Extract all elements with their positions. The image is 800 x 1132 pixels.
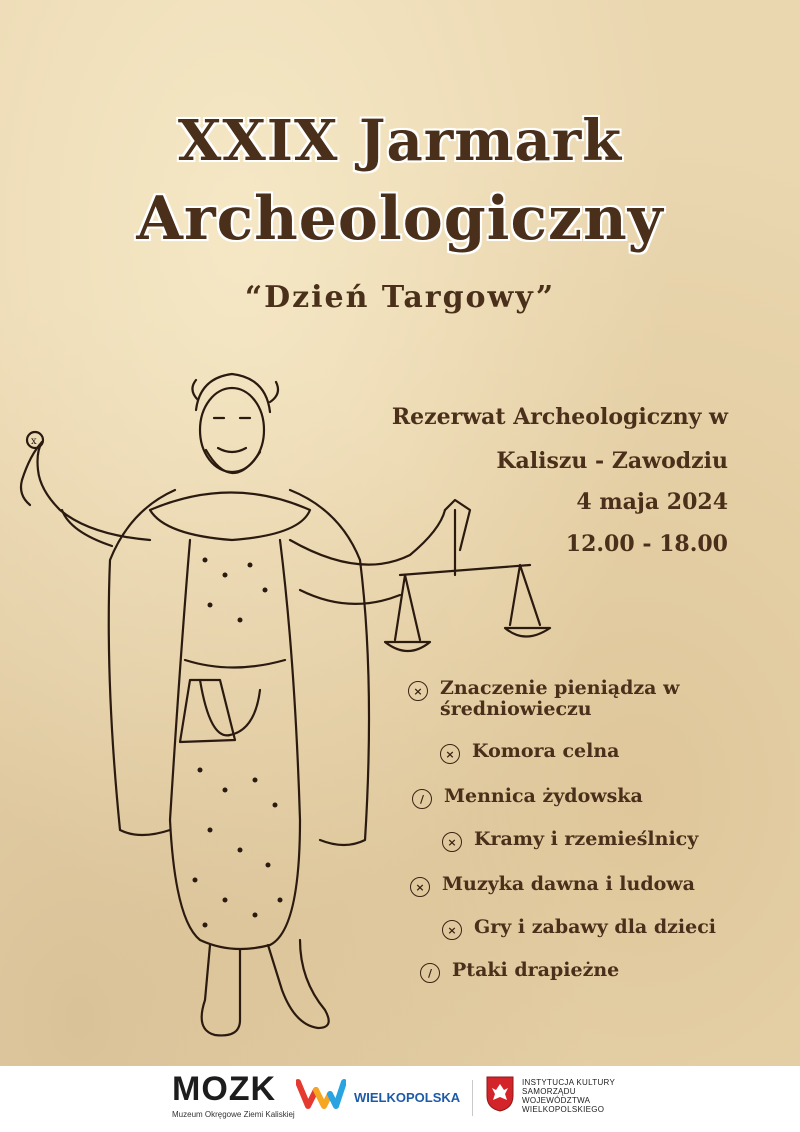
title-line-1: XXIX Jarmark <box>177 108 623 174</box>
event-hours: 12.00 - 18.00 <box>565 531 728 557</box>
subtitle: “Dzień Targowy” <box>244 280 556 315</box>
location-line-2: Kaliszu - Zawodziu <box>496 448 728 474</box>
institution-line-3: WOJEWÓDZTWA <box>522 1096 591 1105</box>
activity-item <box>442 829 698 852</box>
activity-item <box>442 917 716 940</box>
activity-item <box>440 741 619 764</box>
footer-divider <box>472 1080 473 1116</box>
institution-caption <box>522 1078 615 1114</box>
activity-label: Ptaki drapieżne <box>452 959 620 981</box>
footer <box>0 1066 800 1132</box>
coin-icon: × <box>410 877 430 897</box>
institution-line-2: SAMORZĄDU <box>522 1087 576 1096</box>
coin-icon: × <box>442 920 462 940</box>
coin-icon: × <box>442 832 462 852</box>
activity-label-part-1: Znaczenie pieniądza w <box>440 677 680 699</box>
institution-line-1: INSTYTUCJA KULTURY <box>522 1078 616 1087</box>
region-name: WIELKOPOLSKA <box>354 1090 461 1105</box>
title-line-2: Archeologiczny <box>136 184 664 254</box>
coin-icon: × <box>408 681 428 701</box>
coin-icon: / <box>412 789 432 809</box>
mozk-caption: Muzeum Okręgowe Ziemi Kaliskiej <box>172 1110 295 1119</box>
svg-text:x: x <box>31 436 37 447</box>
activity-item <box>420 960 619 983</box>
activity-label: Gry i zabawy dla dzieci <box>474 916 717 938</box>
coin-icon: × <box>440 744 460 764</box>
activity-item <box>410 874 695 897</box>
institution-line-4: WIELKOPOLSKIEGO <box>522 1105 605 1114</box>
activity-label: Komora celna <box>472 740 620 762</box>
activity-label-part-2: średniowieczu <box>440 697 592 720</box>
event-date: 4 maja 2024 <box>576 489 728 515</box>
coin-icon: / <box>420 963 440 983</box>
activity-item <box>412 786 643 809</box>
activity-item <box>408 678 679 720</box>
eagle-shield-icon <box>486 1076 514 1112</box>
activity-label: Muzyka dawna i ludowa <box>442 873 695 895</box>
activity-label: Kramy i rzemieślnicy <box>474 828 699 850</box>
mozk-logo: MOZK <box>172 1070 277 1108</box>
wielkopolska-logo-icon <box>296 1074 346 1114</box>
activity-label: Mennica żydowska <box>444 785 643 807</box>
location-line-1: Rezerwat Archeologiczny w <box>391 404 728 430</box>
